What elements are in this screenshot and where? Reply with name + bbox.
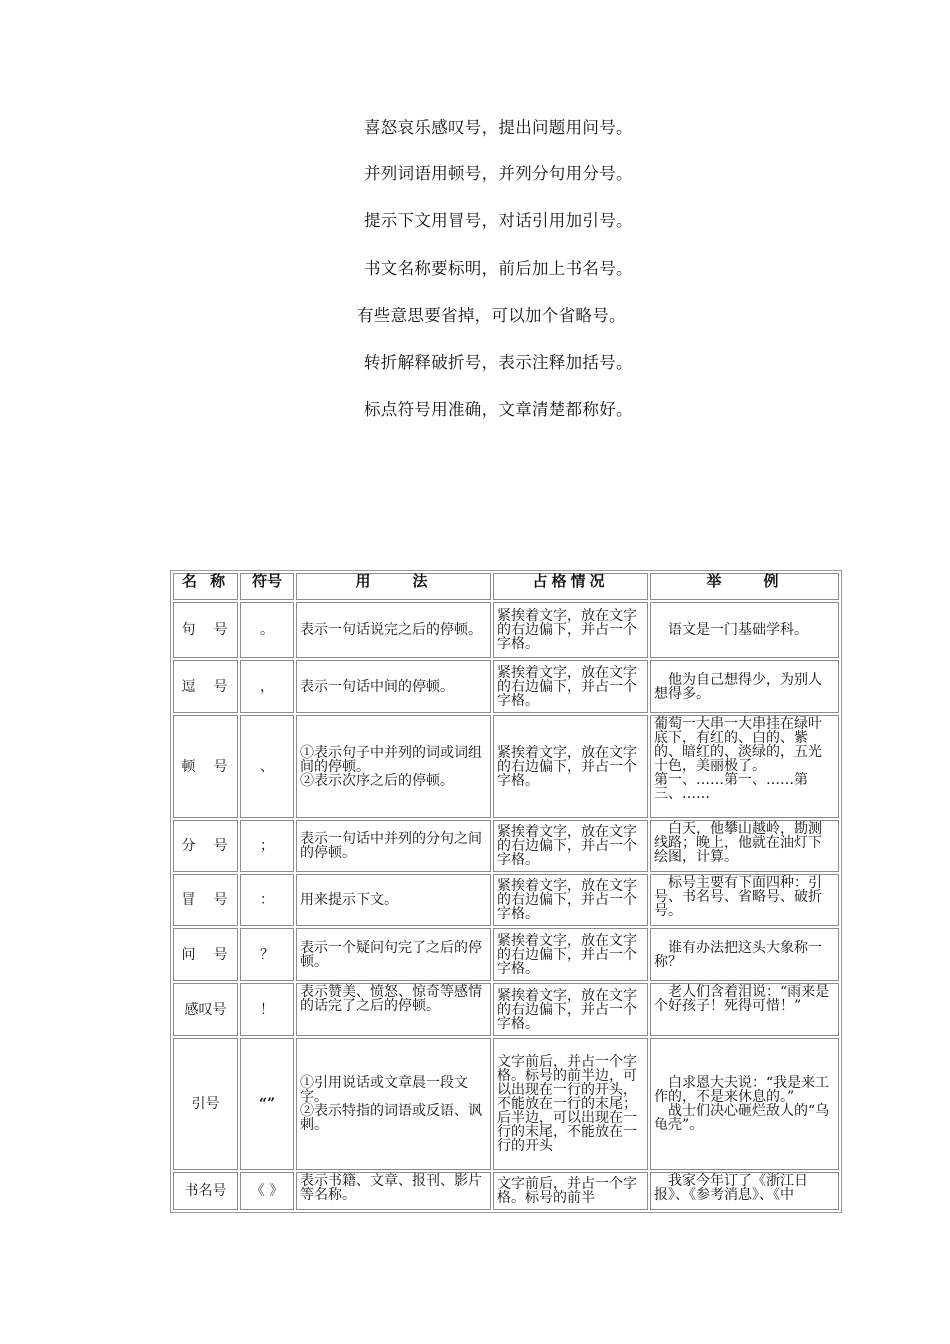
row-symbol: ； [240,820,294,872]
row-usage: 用来提示下文。 [296,874,491,926]
row-name: 引号 [173,1038,238,1170]
row-usage: 表示一句话中并列的分句之间的停顿。 [296,820,491,872]
row-occupy: 文字前后，并占一个字格。标号的前半边，可以出现在一行的开头，不能放在一行的末尾；后半边，可以出现在一行的末尾，不能放在一行的开头 [493,1038,648,1170]
row-example: 老人们含着泪说：“雨来是个好孩子！死得可惜！” [650,983,839,1036]
row-symbol: 。 [240,602,294,658]
row-symbol: 《 》 [240,1172,294,1210]
row-name: 问 号 [173,928,238,981]
row-example: 谁有办法把这头大象称一称？ [650,928,839,981]
table-row [173,820,839,872]
row-symbol: ？ [240,928,294,981]
header-name: 名 称 [173,573,238,600]
poem-line: 并列词语用顿号，并列分句用分号。 [364,164,633,183]
row-occupy: 紧挨着文字，放在文字的右边偏下，并占一个字格。 [493,983,648,1036]
row-example: 他为自己想得少，为别人想得多。 [650,660,839,713]
poem-line: 喜怒哀乐感叹号，提出问题用问号。 [364,118,633,137]
row-usage: 表示一句话中间的停顿。 [296,660,491,713]
row-usage: 表示书籍、文章、报刊、影片等名称。 [296,1172,491,1210]
poem-line: 书文名称要标明，前后加上书名号。 [364,259,633,278]
row-symbol: ： [240,874,294,926]
row-occupy: 紧挨着文字，放在文字的右边偏下，并占一个字格。 [493,715,648,818]
row-name: 顿 号 [173,715,238,818]
row-symbol: 、 [240,715,294,818]
punctuation-table-container [170,570,838,1213]
punctuation-table [170,570,842,1213]
table-row [173,602,839,658]
poem-line: 提示下文用冒号，对话引用加引号。 [364,211,633,230]
row-occupy: 紧挨着文字，放在文字的右边偏下，并占一个字格。 [493,928,648,981]
row-example: 葡萄一大串一大串挂在绿叶底下，有红的、白的、紫的、暗红的、淡绿的，五光十色，美丽极了。 第一、……第一、……第三、…… [650,715,839,818]
row-name: 冒 号 [173,874,238,926]
row-example: 标号主要有下面四种：引号、书名号、省略号、破折号。 [650,874,839,926]
row-occupy: 紧挨着文字，放在文字的右边偏下，并占一个字格。 [493,874,648,926]
table-row [173,660,839,713]
row-usage: 表示一个疑问句完了之后的停顿。 [296,928,491,981]
row-name: 逗 号 [173,660,238,713]
row-symbol: ！ [240,983,294,1036]
header-occupy: 占格情况 [493,573,648,600]
poem-line: 有些意思要省掉，可以加个省略号。 [357,306,626,325]
row-occupy: 紧挨着文字，放在文字的右边偏下，并占一个字格。 [493,820,648,872]
row-example: 我家今年订了《浙江日报》、《参考消息》、《中 [650,1172,839,1210]
header-usage: 用 法 [296,573,491,600]
poem-line: 转折解释破折号，表示注释加括号。 [364,353,633,372]
table-row [173,715,839,818]
row-usage: ①表示句子中并列的词或词组间的停顿。 ②表示次序之后的停顿。 [296,715,491,818]
row-name: 感叹号 [173,983,238,1036]
row-name: 分 号 [173,820,238,872]
row-usage: 表示赞美、愤怒、惊奇等感情的话完了之后的停顿。 [296,983,491,1036]
row-symbol: “” [240,1038,294,1170]
row-example: 语文是一门基础学科。 [650,602,839,658]
row-occupy: 文字前后，并占一个字格。标号的前半 [493,1172,648,1210]
row-occupy: 紧挨着文字，放在文字的右边偏下，并占一个字格。 [493,660,648,713]
row-usage: 表示一句话说完之后的停顿。 [296,602,491,658]
row-usage: ①引用说话或文章晨一段文字。 ②表示特指的词语或反语、讽刺。 [296,1038,491,1170]
header-example: 举 例 [650,573,839,600]
row-name: 句 号 [173,602,238,658]
row-occupy: 紧挨着文字，放在文字的右边偏下，并占一个字格。 [493,602,648,658]
table-row [173,1038,839,1170]
table-row [173,874,839,926]
table-row [173,983,839,1036]
table-row [173,1172,839,1210]
table-row [173,928,839,981]
row-name: 书名号 [173,1172,238,1210]
row-example: 白天，他攀山越岭，勘测线路；晚上，他就在油灯下绘图，计算。 [650,820,839,872]
row-example: 白求恩大夫说：“我是来工作的，不是来休息的。” 战士们决心砸烂敌人的“乌龟壳”。 [650,1038,839,1170]
row-symbol: ， [240,660,294,713]
table-header-row [173,573,839,600]
poem-line: 标点符号用准确，文章清楚都称好。 [364,400,633,419]
header-symbol: 符号 [240,573,294,600]
